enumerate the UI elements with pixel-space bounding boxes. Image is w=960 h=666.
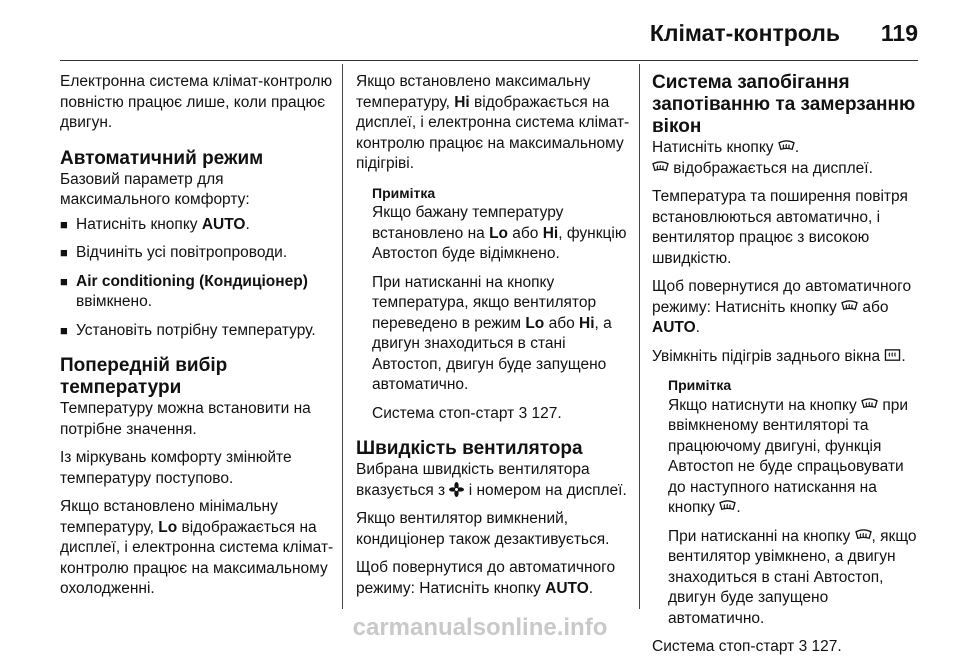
temp-heading: Попередній вибір температури (60, 355, 228, 398)
windscreen-defrost-icon (841, 299, 858, 314)
list-item: ■ Установіть потрібну температуру. (60, 321, 336, 342)
auto-heading: Автоматичний режим (60, 147, 264, 169)
ref-arrow-icon: 3 (798, 638, 808, 655)
list-item: ■ Натисніть кнопку AUTO. (60, 215, 336, 236)
page-number: 119 (880, 20, 918, 46)
bullet-icon: ■ (60, 245, 68, 260)
watermark: carmanualsonline.info (352, 614, 608, 641)
fan-text-3: Щоб повернутися до автоматичного режиму: Натисніть кнопку AUTO. (356, 559, 616, 597)
temp-text-1: Температуру можна встановити на потрібне значення. (60, 400, 311, 438)
defog-heading: Система запобігання запотіванню та замерзанню вікон (652, 72, 916, 137)
windscreen-defrost-icon (855, 528, 872, 543)
note-text: При натисканні на кнопку температура, якщо вентилятор переведено в режим Lo або Hi, а двигун знаходиться в стані Автостоп, двигун буде запущено автоматично. (372, 273, 612, 393)
list-item: ■ Відчиніть усі повітропроводи. (60, 243, 336, 264)
bullet-icon: ■ (60, 216, 68, 232)
windscreen-defrost-icon (652, 160, 669, 175)
note-text: Якщо натиснути на кнопку при ввімкненому вентиляторі та працюючому двигуні, функція Автостоп не буде спрацьовувати до наступного натискання на кнопку . (668, 396, 909, 516)
auto-intro: Базовий параметр для максимального комфорту: (60, 170, 250, 208)
defog-text-4: Щоб повернутися до автоматичного режиму: Натисніть кнопку або AUTO. (652, 278, 912, 336)
note-text: При натисканні на кнопку , якщо вентилятор увімкнено, а двигун знаходиться в стані Автостоп, двигун буде запущено автоматично. (668, 527, 917, 627)
windscreen-defrost-icon (719, 499, 736, 514)
fan-text-1: Вибрана швидкість вентилятора вказується з і номером на дисплеї. (356, 461, 627, 499)
note-block (668, 375, 924, 629)
page-header (0, 0, 960, 60)
note-title: Примітка (668, 377, 732, 393)
temp-text-3: Якщо встановлено мінімальну температуру, Lo відображається на дисплеї, і електронна система клімат-контролю працює на максимальному охолодженні. (60, 498, 334, 597)
fan-heading: Швидкість вентилятора (356, 438, 583, 459)
temp-text-2: Із міркувань комфорту змінюйте температуру поступово. (60, 449, 292, 487)
column-3 (652, 72, 924, 666)
defog-text-5: Увімкніть підігрів заднього вікна . (652, 347, 906, 365)
max-temp-text: Якщо встановлено максимальну температуру, Hi відображається на дисплеї, і електронна система клімат-контролю працює на максимальному підігріві. (356, 73, 630, 172)
defog-text-2: відображається на дисплеї. (652, 159, 924, 180)
bullet-icon: ■ (60, 273, 68, 289)
note-text: Система стоп-старт 3 127. (372, 404, 562, 422)
fan-text-2: Якщо вентилятор вимкнений, кондиціонер також дезактивується. (356, 510, 610, 548)
list-item: ■ Air conditioning (Кондиціонер) ввімкнено. (60, 272, 308, 310)
section-title: Клімат-контроль (649, 20, 840, 46)
intro-text: Електронна система клімат-контролю повністю працює лише, коли працює двигун. (60, 73, 333, 131)
windscreen-defrost-icon (778, 139, 795, 154)
windscreen-defrost-icon (861, 397, 878, 412)
note-title: Примітка (372, 184, 436, 201)
defog-text-1: Натисніть кнопку . (652, 139, 800, 156)
header-rule (60, 60, 918, 61)
column-divider (639, 64, 640, 609)
column-2 (356, 72, 636, 607)
note-text: Якщо бажану температуру встановлено на Lo або Hi, функцію Автостоп буде відімкнено. (372, 204, 627, 262)
rear-window-heating-icon (884, 348, 901, 363)
ref-arrow-icon: 3 (518, 404, 528, 422)
defog-text-3: Температура та поширення повітря встановлюються автоматично, і вентилятор працює з високою швидкістю. (652, 188, 908, 267)
column-1 (60, 72, 336, 608)
defog-text-6: Система стоп-старт 3 127. (652, 638, 842, 655)
auto-steps-list (60, 215, 336, 342)
note-block (372, 183, 636, 425)
column-divider (342, 64, 343, 609)
bullet-icon: ■ (60, 322, 68, 338)
fan-icon (449, 482, 464, 497)
